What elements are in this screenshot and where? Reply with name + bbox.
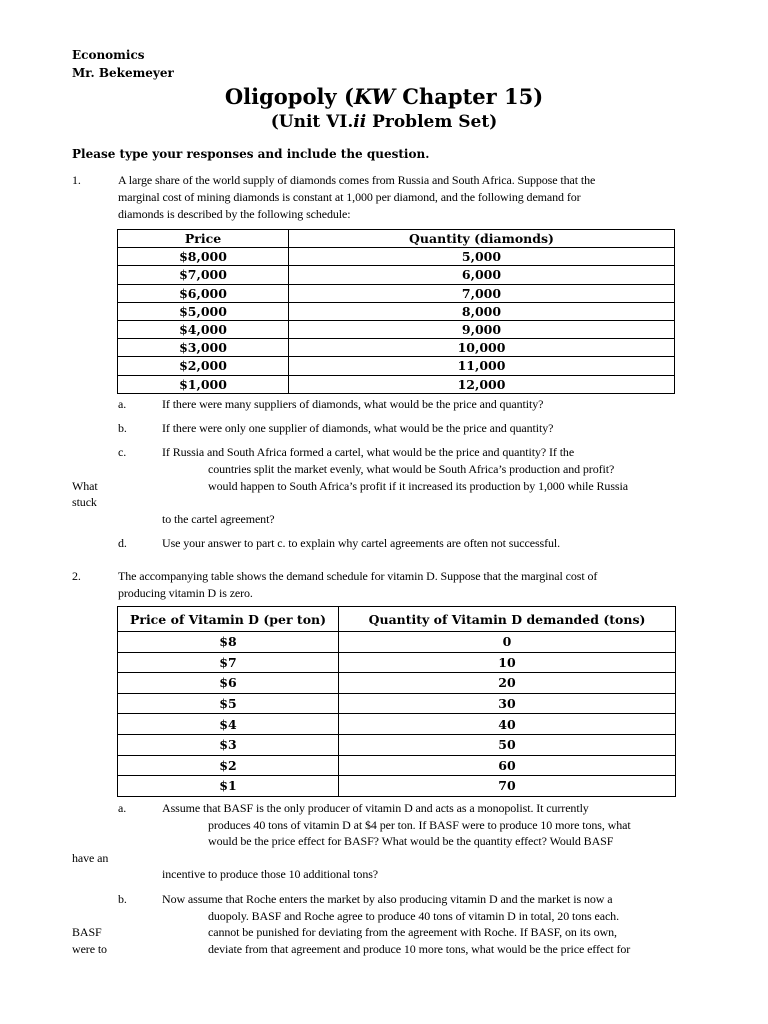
- quantity-cell: 11,000: [289, 357, 675, 375]
- quantity-cell: 8,000: [289, 302, 675, 320]
- price-cell: $4,000: [118, 320, 289, 338]
- price-cell: $5: [118, 693, 339, 714]
- q2b-margin-were-to: were to: [72, 942, 107, 956]
- q1a-label: a.: [118, 397, 127, 411]
- table-row: [118, 284, 675, 302]
- price-cell: $2,000: [118, 357, 289, 375]
- q2b-label: b.: [118, 892, 127, 906]
- table-header-quantity: Quantity of Vitamin D demanded (tons): [339, 607, 676, 632]
- q1b-label: b.: [118, 421, 127, 435]
- table-row: [118, 714, 676, 735]
- table-row: [118, 339, 675, 357]
- q2a-line-3: would be the price effect for BASF? What would be the quantity effect? Would BASF: [208, 834, 614, 848]
- q1-line-3: diamonds is described by the following schedule:: [118, 207, 351, 221]
- table-row: [118, 734, 676, 755]
- price-cell: $6,000: [118, 284, 289, 302]
- quantity-cell: 30: [339, 693, 676, 714]
- quantity-cell: 50: [339, 734, 676, 755]
- table-row: [118, 248, 675, 266]
- vitamin-d-demand-table: [117, 606, 676, 797]
- instructions: Please type your responses and include the question.: [72, 147, 430, 161]
- q2a-line-1: Assume that BASF is the only producer of vitamin D and acts as a monopolist. It currently: [162, 801, 589, 815]
- page-title: Oligopoly (KW Chapter 15): [224, 84, 544, 109]
- q2b-line-1: Now assume that Roche enters the market by also producing vitamin D and the market is now a: [162, 892, 613, 906]
- q1c-line-2: countries split the market evenly, what would be South Africa’s production and profit?: [208, 462, 615, 476]
- table-row: [118, 632, 676, 653]
- page-subtitle: (Unit VI.ii Problem Set): [270, 112, 498, 132]
- price-cell: $1: [118, 776, 339, 797]
- price-cell: $1,000: [118, 375, 289, 393]
- quantity-cell: 10,000: [289, 339, 675, 357]
- q1-line-1: A large share of the world supply of diamonds comes from Russia and South Africa. Suppose that the: [118, 173, 596, 187]
- q1a-text: If there were many suppliers of diamonds, what would be the price and quantity?: [162, 397, 544, 411]
- table-row: [118, 652, 676, 673]
- q1d-label: d.: [118, 536, 127, 550]
- q2b-margin-basf: BASF: [72, 925, 102, 939]
- table-header-price: Price of Vitamin D (per ton): [118, 607, 339, 632]
- table-row: [118, 266, 675, 284]
- price-cell: $8,000: [118, 248, 289, 266]
- q2a-label: a.: [118, 801, 127, 815]
- price-cell: $7,000: [118, 266, 289, 284]
- table-row: [118, 357, 675, 375]
- table-row: [118, 693, 676, 714]
- table-row: [118, 320, 675, 338]
- table-header-quantity: Quantity (diamonds): [289, 230, 675, 248]
- q2-line-1: The accompanying table shows the demand schedule for vitamin D. Suppose that the marginal cost of: [118, 569, 598, 583]
- price-cell: $7: [118, 652, 339, 673]
- table-header-row: [118, 607, 676, 632]
- q1c-line-4: to the cartel agreement?: [162, 512, 275, 526]
- q1c-margin-what: What: [72, 479, 98, 493]
- table-row: [118, 673, 676, 694]
- table-header-price: Price: [118, 230, 289, 248]
- q2b-line-2: duopoly. BASF and Roche agree to produce 40 tons of vitamin D in total, 20 tons each.: [208, 909, 619, 923]
- quantity-cell: 12,000: [289, 375, 675, 393]
- q1c-line-1: If Russia and South Africa formed a cartel, what would be the price and quantity? If the: [162, 445, 575, 459]
- q2b-line-4: deviate from that agreement and produce 10 more tons, what would be the price effect for: [208, 942, 631, 956]
- course-name: Economics: [72, 48, 145, 62]
- quantity-cell: 40: [339, 714, 676, 735]
- q2a-line-2: produces 40 tons of vitamin D at $4 per ton. If BASF were to produce 10 more tons, what: [208, 818, 631, 832]
- quantity-cell: 7,000: [289, 284, 675, 302]
- quantity-cell: 10: [339, 652, 676, 673]
- quantity-cell: 0: [339, 632, 676, 653]
- table-header-row: [118, 230, 675, 248]
- q2-line-2: producing vitamin D is zero.: [118, 586, 253, 600]
- q1c-label: c.: [118, 445, 127, 459]
- quantity-cell: 20: [339, 673, 676, 694]
- q1c-margin-stuck: stuck: [72, 495, 97, 509]
- price-cell: $6: [118, 673, 339, 694]
- q1-number: 1.: [72, 173, 81, 187]
- quantity-cell: 9,000: [289, 320, 675, 338]
- table-row: [118, 755, 676, 776]
- price-cell: $4: [118, 714, 339, 735]
- q1b-text: If there were only one supplier of diamonds, what would be the price and quantity?: [162, 421, 554, 435]
- quantity-cell: 6,000: [289, 266, 675, 284]
- quantity-cell: 70: [339, 776, 676, 797]
- price-cell: $2: [118, 755, 339, 776]
- price-cell: $3,000: [118, 339, 289, 357]
- table-row: [118, 302, 675, 320]
- q2a-margin-have-an: have an: [72, 851, 109, 865]
- price-cell: $3: [118, 734, 339, 755]
- q2b-line-3: cannot be punished for deviating from the agreement with Roche. If BASF, on its own,: [208, 925, 617, 939]
- quantity-cell: 5,000: [289, 248, 675, 266]
- q1-line-2: marginal cost of mining diamonds is constant at 1,000 per diamond, and the following demand for: [118, 190, 581, 204]
- q2-number: 2.: [72, 569, 81, 583]
- q1d-text: Use your answer to part c. to explain why cartel agreements are often not successful.: [162, 536, 561, 550]
- q1c-line-3: would happen to South Africa’s profit if it increased its production by 1,000 while Russia: [208, 479, 628, 493]
- q2a-line-4: incentive to produce those 10 additional tons?: [162, 867, 379, 881]
- price-cell: $5,000: [118, 302, 289, 320]
- table-row: [118, 375, 675, 393]
- quantity-cell: 60: [339, 755, 676, 776]
- diamond-demand-table: [117, 229, 675, 394]
- price-cell: $8: [118, 632, 339, 653]
- teacher-name: Mr. Bekemeyer: [72, 66, 174, 80]
- table-row: [118, 776, 676, 797]
